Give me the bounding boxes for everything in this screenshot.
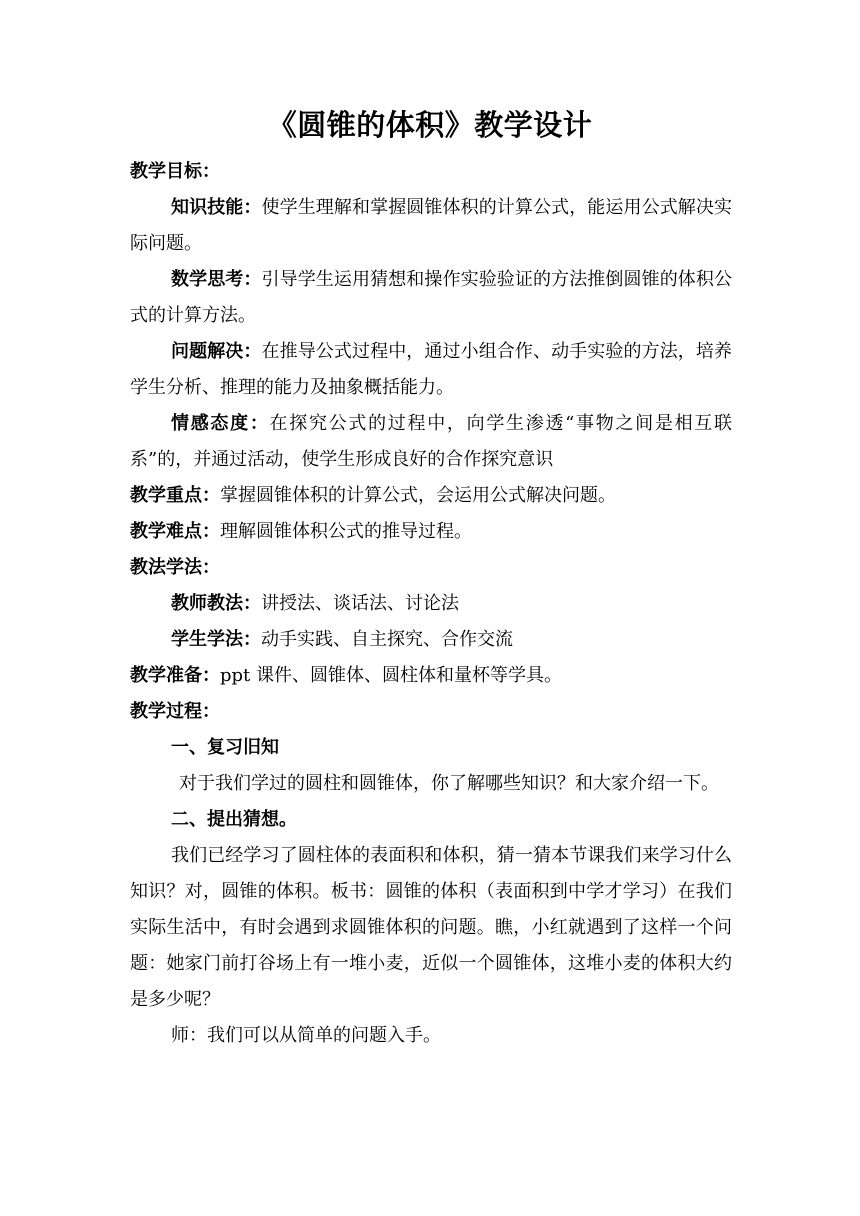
objective-label: 情感态度： bbox=[171, 413, 270, 434]
section-paragraph: 师：我们可以从简单的问题入手。 bbox=[171, 1025, 441, 1046]
objective-text: 在探究公式的过程中，向学生渗透“事物之间是相互联系”的，并通过活动，使学生形成良好的合作探究意识 bbox=[130, 413, 733, 470]
method-student bbox=[130, 622, 732, 658]
preparation-label: 教学准备： bbox=[130, 665, 220, 686]
objective-thinking bbox=[130, 262, 732, 334]
objectives-heading: 教学目标： bbox=[130, 161, 220, 182]
key-point-label: 教学重点： bbox=[130, 485, 220, 506]
method-teacher bbox=[130, 586, 732, 622]
method-text: 讲授法、谈话法、讨论法 bbox=[261, 593, 459, 614]
section-heading: 一、复习旧知 bbox=[171, 737, 279, 758]
objective-label: 数学思考： bbox=[171, 269, 262, 290]
methods-heading: 教法学法： bbox=[130, 557, 220, 578]
key-point bbox=[130, 478, 732, 514]
method-label: 教师教法： bbox=[171, 593, 261, 614]
preparation-text: ppt 课件、圆锥体、圆柱体和量杯等学具。 bbox=[220, 665, 562, 686]
difficulty-text: 理解圆锥体积公式的推导过程。 bbox=[220, 521, 472, 542]
objective-knowledge bbox=[130, 190, 732, 262]
method-text: 动手实践、自主探究、合作交流 bbox=[261, 629, 513, 650]
objective-attitude bbox=[130, 406, 732, 478]
section-paragraph: 我们已经学习了圆柱体的表面积和体积，猜一猜本节课我们来学习什么知识？对，圆锥的体积。板书：圆锥的体积（表面积到中学才学习）在我们实际生活中，有时会遇到求圆锥体积的问题。瞧，小红就遇到了这样一个问题：她家门前打谷场上有一堆小麦，近似一个圆锥体，这堆小麦的体积大约是多少呢？ bbox=[130, 845, 732, 1010]
method-label: 学生学法： bbox=[171, 629, 261, 650]
objective-text: 使学生理解和掌握圆锥体积的计算公式，能运用公式解决实际问题。 bbox=[130, 197, 732, 254]
section-paragraph: 对于我们学过的圆柱和圆锥体，你了解哪些知识？和大家介绍一下。 bbox=[179, 773, 719, 794]
difficulty-label: 教学难点： bbox=[130, 521, 220, 542]
document-body bbox=[130, 154, 732, 1054]
objective-label: 知识技能： bbox=[171, 197, 262, 218]
process-heading: 教学过程： bbox=[130, 701, 220, 722]
preparation bbox=[130, 658, 732, 694]
section-heading: 二、提出猜想。 bbox=[171, 809, 297, 830]
objective-label: 问题解决： bbox=[171, 341, 262, 362]
difficulty bbox=[130, 514, 732, 550]
key-point-text: 掌握圆锥体积的计算公式，会运用公式解决问题。 bbox=[220, 485, 616, 506]
document-title: 《圆锥的体积》教学设计 bbox=[267, 108, 593, 142]
objective-problem-solving bbox=[130, 334, 732, 406]
objective-text: 在推导公式过程中，通过小组合作、动手实验的方法，培养学生分析、推理的能力及抽象概括能力。 bbox=[130, 341, 732, 398]
objective-text: 引导学生运用猜想和操作实验验证的方法推倒圆锥的体积公式的计算方法。 bbox=[130, 269, 732, 326]
